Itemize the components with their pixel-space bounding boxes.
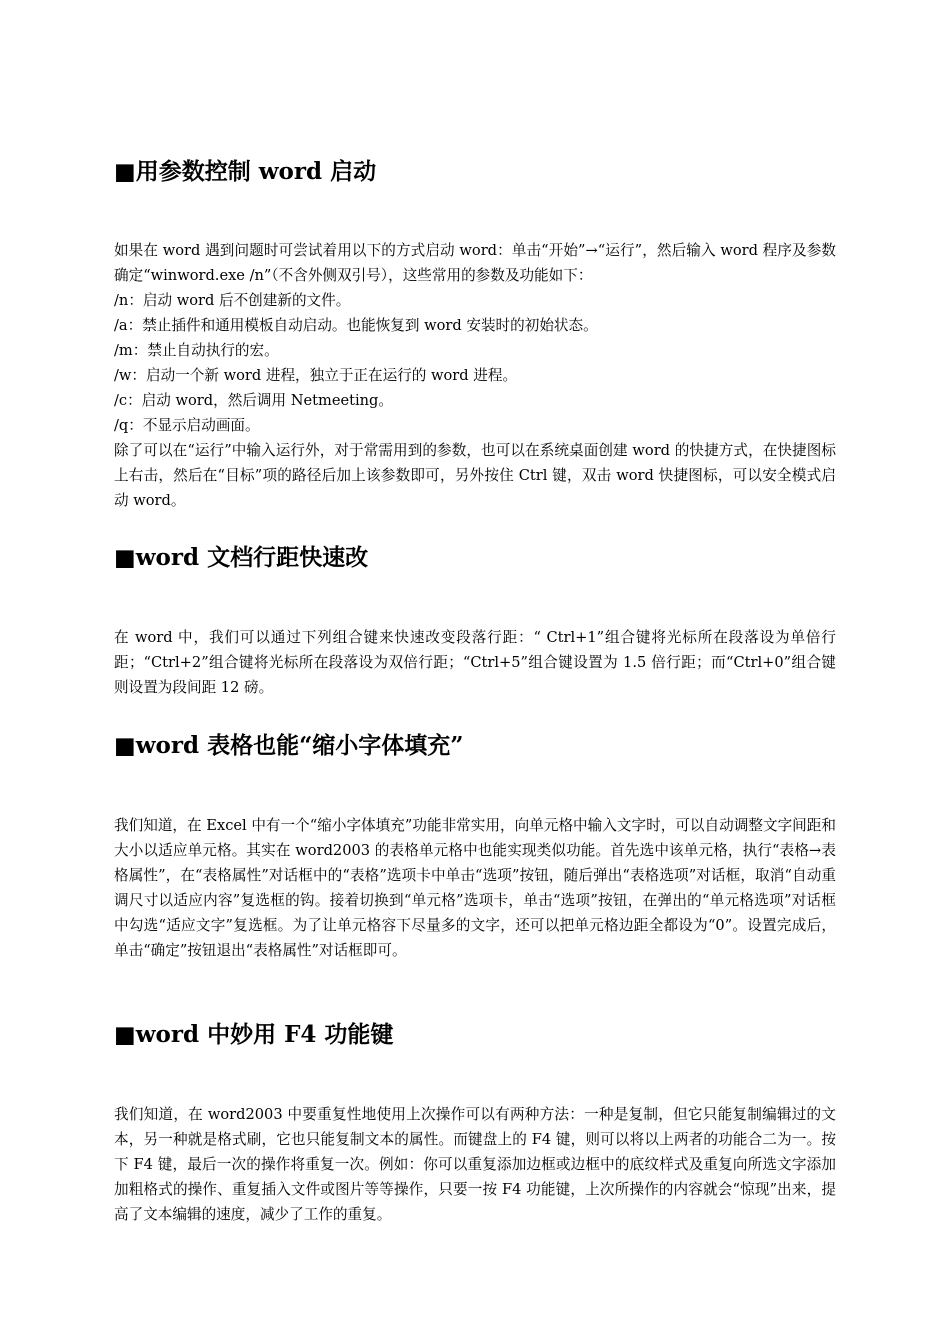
section-heading: ■用参数控制 word 启动 [114,158,377,185]
option-item: /a：禁止插件和通用模板自动启动。也能恢复到 word 安装时的初始状态。 [114,317,598,334]
section-body [114,238,836,513]
body-paragraph: 我们知道，在 word2003 中要重复性地使用上次操作可以有两种方法：一种是复制，但它只能复制编辑过的文本，另一种就是格式刷，它也只能复制文本的属性。而键盘上的 F4 键，则可以将以上两者的功能合二为一。按下 F4 键，最后一次的操作将重复一次。例如：你可以重复添加边框或边框中的底纹样式及重复向所选文字添加加粗格式的操作、重复插入文件或图片等等操作，只要一按 F4 功能键，上次所操作的内容就会“惊现”出来，提高了文本编辑的速度，减少了工作的重复。 [114,1106,836,1223]
closing-paragraph: 除了可以在“运行”中输入运行外，对于常需用到的参数，也可以在系统桌面创建 word 的快捷方式，在快捷图标上右击，然后在“目标”项的路径后加上该参数即可，另外按住 Ctrl 键，双击 word 快捷图标，可以安全模式启动 word。 [114,442,836,509]
section-startup-parameters [114,157,836,509]
body-paragraph: 我们知道，在 Excel 中有一个“缩小字体填充”功能非常实用，向单元格中输入文字时，可以自动调整文字间距和大小以适应单元格。其实在 word2003 的表格单元格中也能实现类似功能。首先选中该单元格，执行“表格→表格属性”，在“表格属性”对话框中的“表格”选项卡中单击“选项”按钮，随后弹出“表格选项”对话框，取消“自动重调尺寸以适应内容”复选框的钩。接着切换到“单元格”选项卡，单击“选项”按钮，在弹出的“单元格选项”对话框中勾选“适应文字”复选框。为了让单元格容下尽量多的文字，还可以把单元格边距全都设为“0”。设置完成后，单击“确定”按钮退出“表格属性”对话框即可。 [114,817,836,959]
section-heading: ■word 文档行距快速改 [114,544,369,571]
section-line-spacing [114,543,836,696]
section-f4-key [114,1020,836,1223]
option-item: /n：启动 word 后不创建新的文件。 [114,292,351,309]
body-paragraph: 在 word 中，我们可以通过下列组合键来快速改变段落行距：“ Ctrl+1”组合键将光标所在段落设为单倍行距；“Ctrl+2”组合键将光标所在段落设为双倍行距；“Ctrl+5”组合键设置为 1.5 倍行距；而“Ctrl+0”组合键则设置为段间距 12 磅。 [114,629,836,696]
section-heading: ■word 表格也能“缩小字体填充” [114,732,464,759]
option-item: /w：启动一个新 word 进程，独立于正在运行的 word 进程。 [114,367,518,384]
section-body [114,1102,836,1227]
option-item: /q：不显示启动画面。 [114,417,260,434]
option-item: /m：禁止自动执行的宏。 [114,342,279,359]
section-heading: ■word 中妙用 F4 功能键 [114,1021,394,1048]
section-body [114,813,836,963]
section-body [114,625,836,700]
option-item: /c：启动 word，然后调用 Netmeeting。 [114,392,393,409]
intro-paragraph: 如果在 word 遇到问题时可尝试着用以下的方式启动 word：单击“开始”→“运行”，然后输入 word 程序及参数确定“winword.exe /n”（不含外侧双引号），这些常用的参数及功能如下： [114,242,836,284]
section-shrink-to-fit [114,731,836,959]
